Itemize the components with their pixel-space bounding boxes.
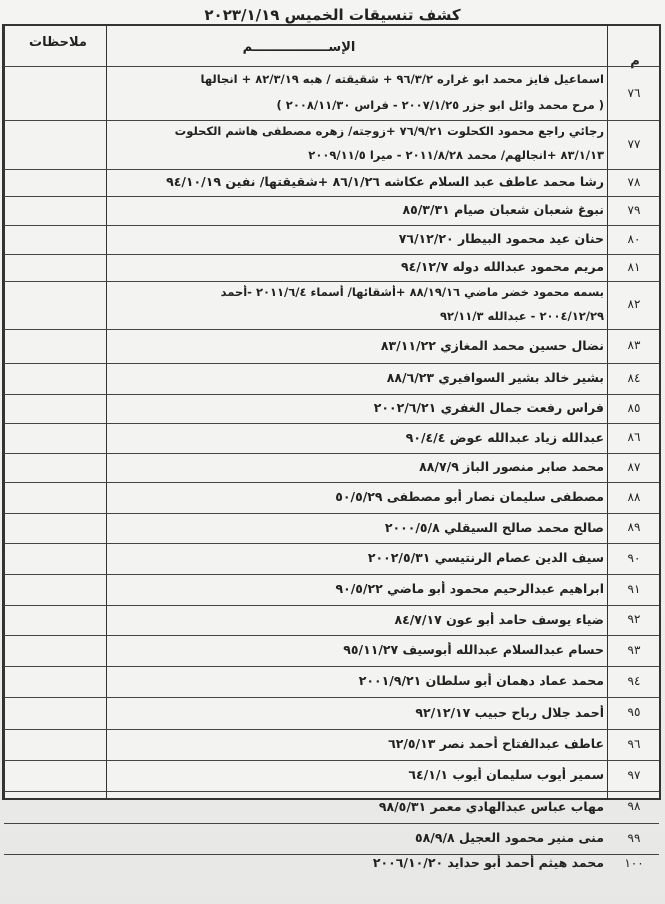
row-name-line: صالح محمد صالح السيقلي ٢٠٠٠/٥/٨ bbox=[384, 519, 604, 535]
row-number: ٩٧ bbox=[627, 767, 641, 782]
row-name-line: رجائي راجع محمود الكحلوت ٧٦/٩/٢١ +زوجته/ زهره مصطفى هاشم الكحلوت bbox=[174, 123, 604, 138]
row-divider bbox=[4, 196, 659, 197]
row-divider bbox=[4, 254, 659, 255]
row-name-line: حنان عيد محمود البيطار ٧٦/١٢/٢٠ bbox=[398, 231, 604, 246]
row-divider bbox=[4, 120, 659, 121]
row-number: ٩١ bbox=[627, 581, 641, 596]
row-name-line: اسماعيل فايز محمد ابو غراره ٩٦/٣/٢ + شقيقته / هبه ٨٢/٣/١٩ + انجالها bbox=[200, 71, 604, 86]
row-name-line: مصطفى سليمان نصار أبو مصطفى ٥٠/٥/٢٩ bbox=[335, 489, 604, 504]
row-number: ٩٥ bbox=[627, 705, 641, 719]
row-name-line: بشير خالد بشير السوافيري ٨٨/٦/٢٣ bbox=[386, 370, 604, 385]
row-name-line: ٢٠٠٤/١٢/٢٩ - عبدالله ٩٢/١١/٣ bbox=[440, 308, 604, 323]
document-title: كشف تنسيقات الخميس ٢٠٢٣/١/١٩ bbox=[204, 6, 461, 24]
row-divider bbox=[4, 635, 659, 636]
row-divider bbox=[4, 329, 659, 330]
row-name-line: عاطف عبدالفتاح أحمد نصر ٦٢/٥/١٣ bbox=[388, 736, 604, 751]
row-number: ٩٨ bbox=[627, 799, 641, 813]
row-name-line: ابراهيم عبدالرحيم محمود أبو ماضي ٩٠/٥/٢٢ bbox=[335, 581, 604, 596]
row-divider bbox=[4, 729, 659, 730]
row-number: ٧٨ bbox=[627, 174, 641, 189]
row-name-line: سيف الدين عصام الرنتيسي ٢٠٠٢/٥/٣١ bbox=[367, 550, 604, 565]
row-divider bbox=[4, 169, 659, 170]
header-number: م bbox=[630, 54, 640, 69]
row-name-line: حسام عبدالسلام عبدالله أبوسيف ٩٥/١١/٢٧ bbox=[343, 642, 604, 657]
row-number: ١٠٠ bbox=[624, 856, 644, 870]
row-number: ٩٠ bbox=[627, 550, 641, 565]
row-divider bbox=[4, 697, 659, 698]
row-number: ٨١ bbox=[627, 259, 641, 274]
row-name-line: ٨٣/١/١٣ +انجالهم/ محمد ٢٠١١/٨/٢٨ - ميرا ٢٠٠٩/١١/٥ bbox=[308, 148, 604, 163]
row-divider bbox=[4, 666, 659, 667]
row-name-line: رشا محمد عاطف عبد السلام عكاشه ٨٦/١/٢٦ +شقيقتها/ نفين ٩٤/١٠/١٩ bbox=[166, 174, 604, 189]
row-name-line: عبدالله زياد عبدالله عوض ٩٠/٤/٤ bbox=[405, 429, 604, 445]
row-number: ٨٧ bbox=[627, 459, 641, 474]
row-divider bbox=[4, 225, 659, 226]
row-number: ٨٢ bbox=[627, 297, 641, 311]
row-divider bbox=[4, 513, 659, 514]
row-divider bbox=[4, 394, 659, 395]
row-number: ٨٥ bbox=[627, 400, 641, 415]
row-number: ٩٣ bbox=[627, 642, 641, 657]
row-name-line: نبوغ شعبان شعبان صيام ٨٥/٣/٣١ bbox=[402, 202, 604, 217]
row-name-line: محمد هيثم أحمد أبو حدايد ٢٠٠٦/١٠/٢٠ bbox=[372, 855, 604, 870]
row-number: ٩٩ bbox=[627, 830, 641, 845]
row-number: ٩٦ bbox=[627, 736, 641, 751]
row-number: ٧٦ bbox=[627, 85, 641, 100]
names-table bbox=[2, 24, 661, 870]
row-name-line: فراس رفعت جمال الغفري ٢٠٠٢/٦/٢١ bbox=[373, 400, 604, 415]
row-number: ٧٧ bbox=[627, 136, 641, 151]
header-notes: ملاحظات bbox=[29, 35, 87, 50]
row-divider bbox=[4, 482, 659, 483]
row-divider bbox=[4, 453, 659, 454]
row-divider bbox=[4, 543, 659, 544]
row-number: ٨٩ bbox=[627, 520, 641, 534]
row-divider bbox=[4, 760, 659, 761]
row-number: ٨٨ bbox=[627, 489, 641, 504]
row-name-line: مريم محمود عبدالله دوله ٩٤/١٢/٧ bbox=[400, 259, 604, 274]
row-number: ٨٤ bbox=[627, 370, 641, 385]
row-divider bbox=[4, 423, 659, 424]
header-name: الإســـــــــــــــــم bbox=[242, 40, 356, 55]
row-name-line: مهاب عباس عبدالهادي معمر ٩٨/٥/٣١ bbox=[378, 798, 604, 814]
row-name-line: محمد عماد دهمان أبو سلطان ٢٠٠١/٩/٢١ bbox=[358, 673, 604, 688]
row-name-line: نضال حسين محمد المغازي ٨٣/١١/٢٢ bbox=[380, 337, 604, 353]
row-divider bbox=[4, 791, 659, 792]
row-number: ٩٢ bbox=[627, 612, 641, 626]
row-name-line: بسمه محمود خضر ماضي ٨٨/١٩/١٦ +أشقائها/ أسماء ٢٠١١/٦/٤ -أحمد bbox=[220, 284, 604, 299]
row-divider bbox=[4, 574, 659, 575]
row-name-line: ( مرح محمد وائل ابو جزر ٢٠٠٧/١/٢٥ - فراس ٢٠٠٨/١١/٣٠ ) bbox=[276, 98, 604, 113]
row-name-line: أحمد جلال رباح حبيب ٩٢/١٢/١٧ bbox=[415, 704, 604, 720]
header-bottom-line bbox=[4, 66, 659, 67]
row-divider bbox=[4, 281, 659, 282]
row-number: ٨٦ bbox=[627, 430, 641, 444]
number-column-divider bbox=[607, 26, 608, 798]
notes-column-divider bbox=[4, 26, 5, 798]
row-name-line: منى منير محمود العجيل ٥٨/٩/٨ bbox=[415, 830, 604, 845]
row-divider bbox=[4, 823, 659, 824]
row-name-line: محمد صابر منصور الباز ٨٨/٧/٩ bbox=[419, 459, 604, 474]
row-number: ٨٣ bbox=[627, 338, 641, 352]
row-name-line: ضياء يوسف حامد أبو عون ٨٤/٧/١٧ bbox=[394, 611, 604, 627]
name-column-divider bbox=[106, 26, 107, 798]
row-divider bbox=[4, 363, 659, 364]
row-number: ٨٠ bbox=[627, 231, 641, 246]
row-divider bbox=[4, 605, 659, 606]
row-number: ٩٤ bbox=[627, 673, 641, 688]
row-name-line: سمير أيوب سليمان أيوب ٦٤/١/١ bbox=[408, 767, 604, 782]
row-number: ٧٩ bbox=[627, 202, 641, 217]
